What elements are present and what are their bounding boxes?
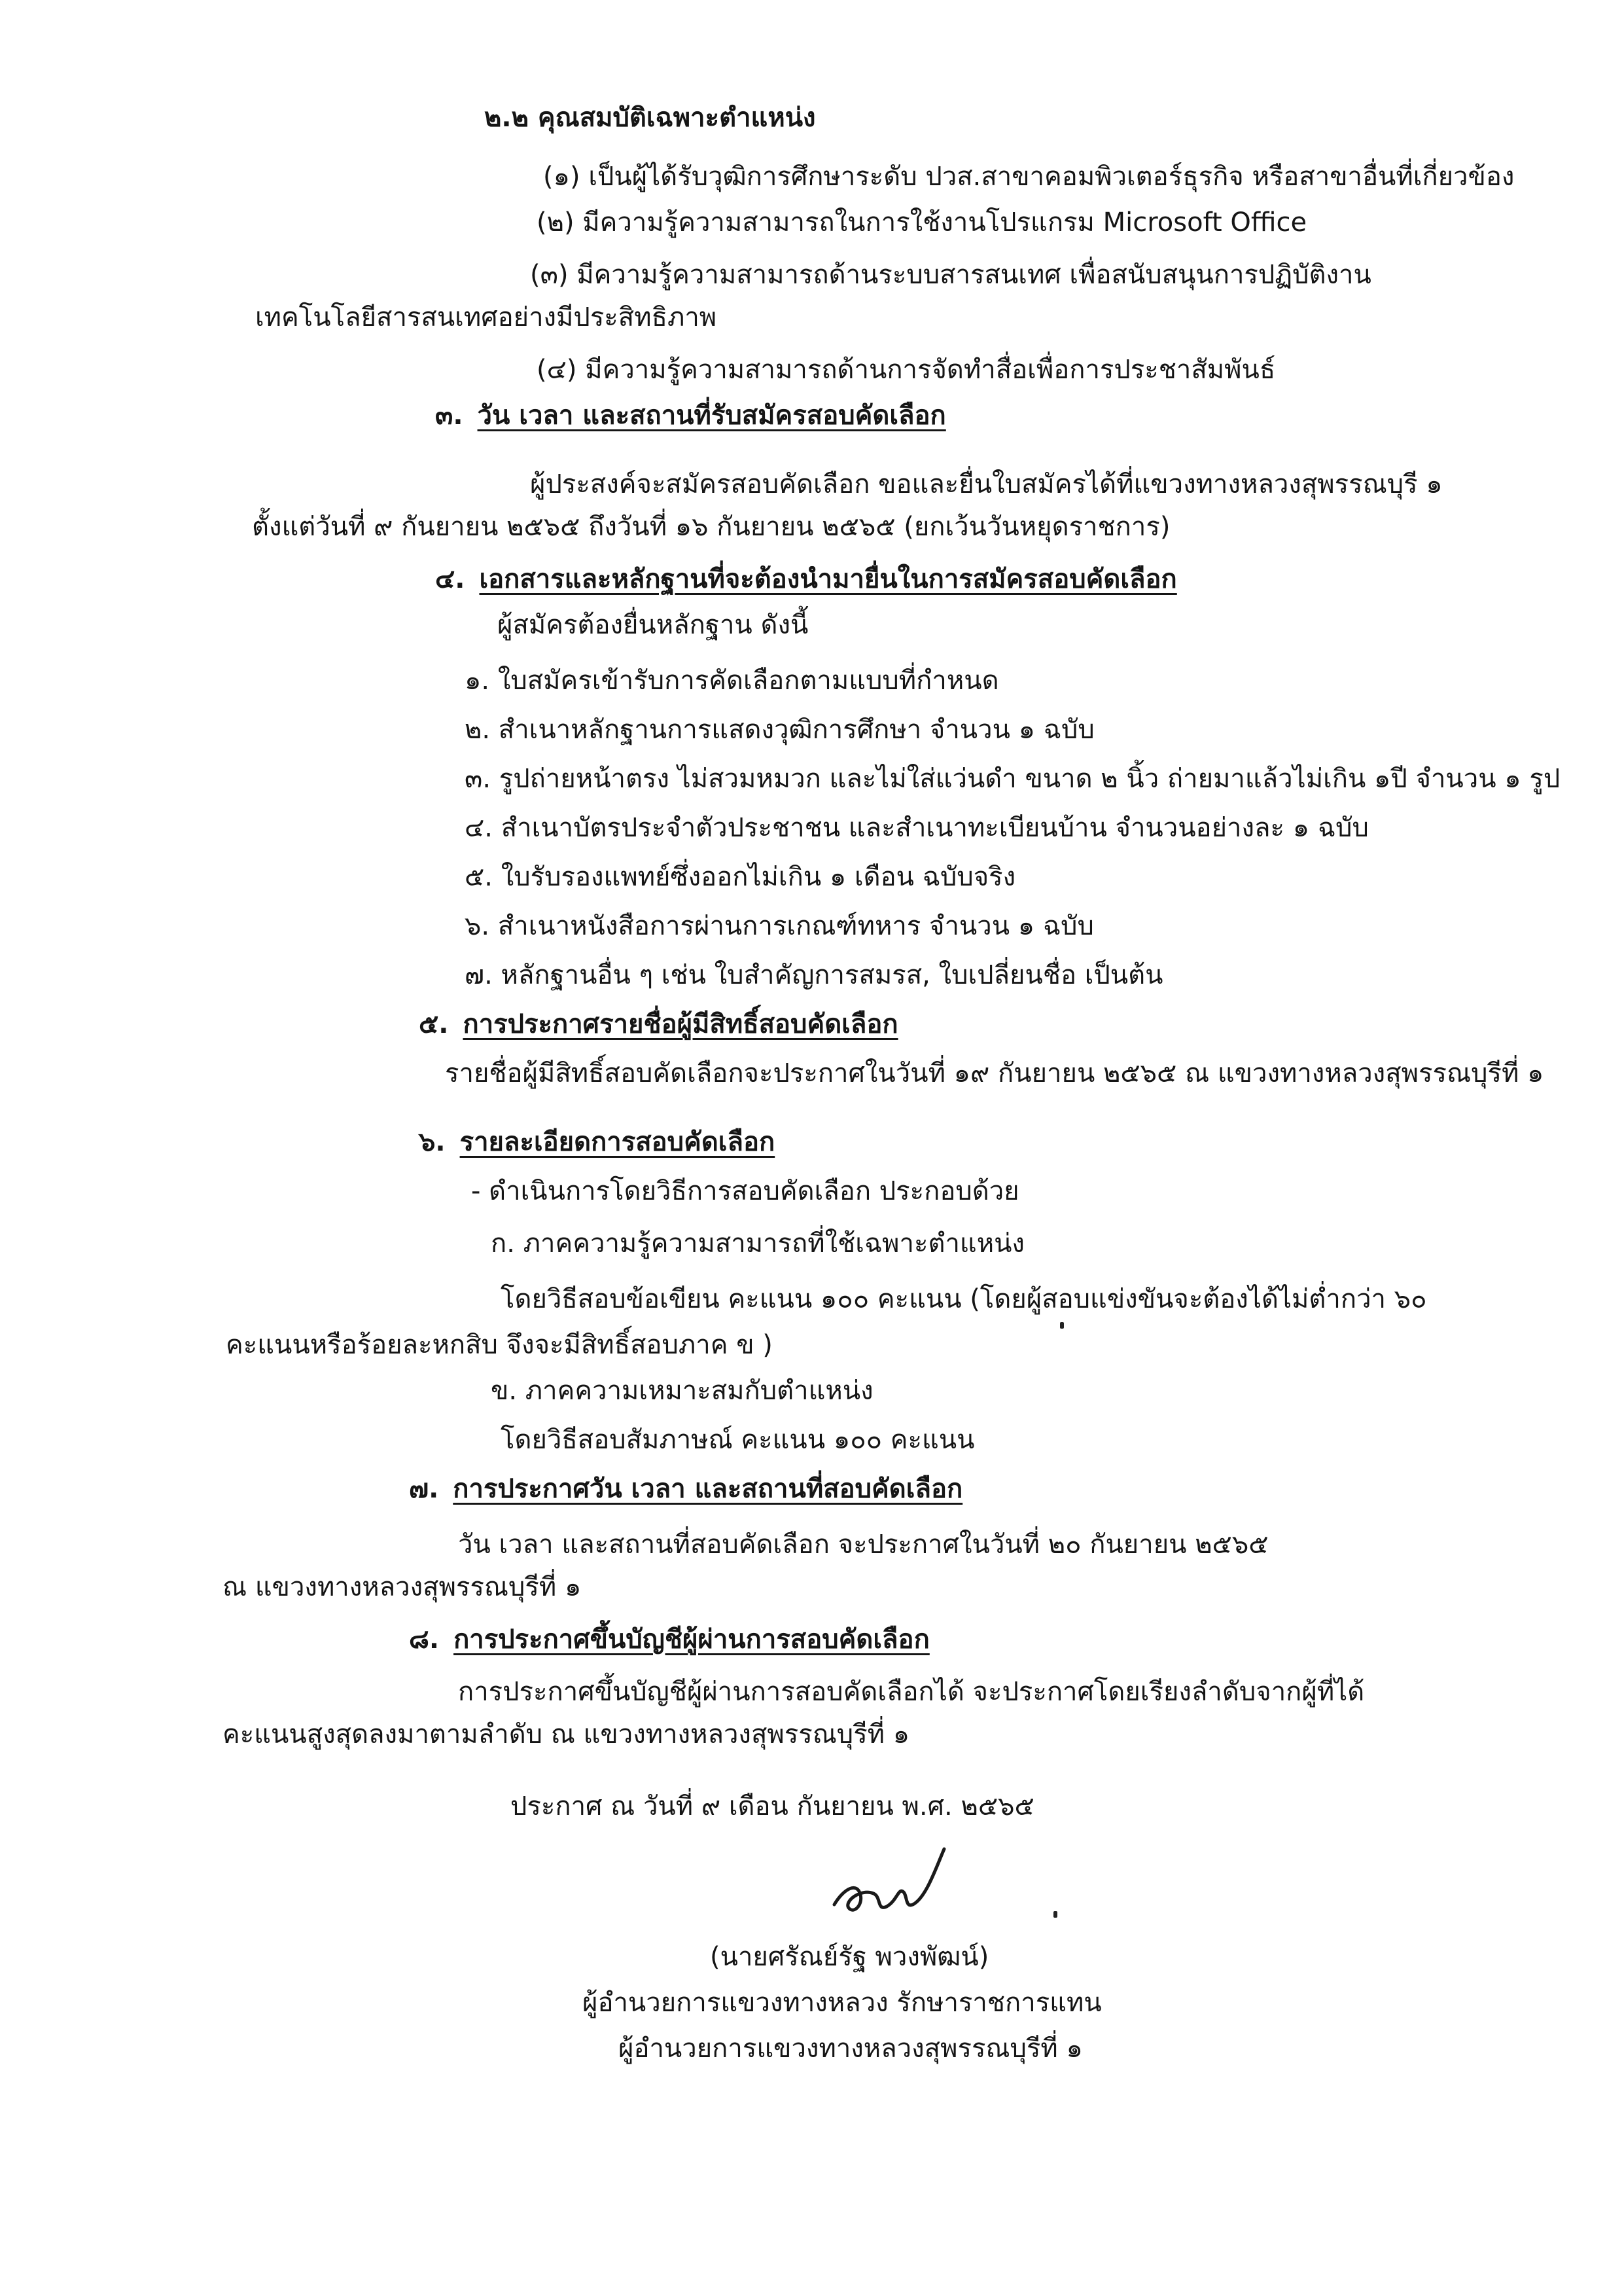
announcement-date: ประกาศ ณ วันที่ ๙ เดือน กันยายน พ.ศ. ๒๕๖๕	[510, 1791, 1034, 1821]
document-item-2: ๒. สำเนาหลักฐานการแสดงวุฒิการศึกษา จำนวน ๑ ฉบับ	[465, 715, 1095, 745]
signatory-title-2: ผู้อำนวยการแขวงทางหลวงสุพรรณบุรีที่ ๑	[618, 2034, 1083, 2064]
section-6-line-3: โดยวิธีสอบข้อเขียน คะแนน ๑๐๐ คะแนน (โดยผู้สอบแข่งขันจะต้องได้ไม่ต่ำกว่า ๖๐	[501, 1284, 1427, 1314]
ink-speck	[1053, 1911, 1057, 1918]
document-item-4: ๔. สำเนาบัตรประจำตัวประชาชน และสำเนาทะเบียนบ้าน จำนวนอย่างละ ๑ ฉบับ	[465, 813, 1369, 843]
section-3-title: วัน เวลา และสถานที่รับสมัครสอบคัดเลือก	[477, 401, 946, 431]
qualification-item-4: (๔) มีความรู้ความสามารถด้านการจัดทำสื่อเพื่อการประชาสัมพันธ์	[537, 355, 1276, 385]
signature-image	[821, 1842, 952, 1934]
section-4-number: ๔.	[435, 564, 465, 594]
section-7-line-2: ณ แขวงทางหลวงสุพรรณบุรีที่ ๑	[222, 1572, 582, 1602]
section-6-title: รายละเอียดการสอบคัดเลือก	[459, 1127, 775, 1157]
section-7-number: ๗.	[409, 1474, 439, 1504]
section-8-number: ๘.	[409, 1624, 440, 1655]
qualification-item-3: (๓) มีความรู้ความสามารถด้านระบบสารสนเทศ เพื่อสนับสนุนการปฏิบัติงาน	[530, 260, 1371, 290]
section-6-line-1: - ดำเนินการโดยวิธีการสอบคัดเลือก ประกอบด้วย	[471, 1176, 1019, 1206]
signatory-name: (นายศรัณย์รัฐ พวงพัฒน์)	[710, 1942, 989, 1972]
section-7-heading	[409, 1469, 962, 1509]
section-8-line-1: การประกาศขึ้นบัญชีผู้ผ่านการสอบคัดเลือกได้ จะประกาศโดยเรียงลำดับจากผู้ที่ได้	[458, 1677, 1365, 1707]
signatory-title-1: ผู้อำนวยการแขวงทางหลวง รักษาราชการแทน	[582, 1988, 1102, 2018]
qualification-item-2: (๒) มีความรู้ความสามารถในการใช้งานโปรแกรม Microsoft Office	[537, 207, 1307, 238]
section-7-line-1: วัน เวลา และสถานที่สอบคัดเลือก จะประกาศในวันที่ ๒๐ กันยายน ๒๕๖๕	[458, 1530, 1269, 1560]
section-3-heading	[435, 396, 946, 435]
section-3-number: ๓.	[435, 401, 463, 431]
document-item-5: ๕. ใบรับรองแพทย์ซึ่งออกไม่เกิน ๑ เดือน ฉบับจริง	[465, 862, 1016, 892]
section-4-heading	[435, 560, 1177, 599]
section-6-line-4: คะแนนหรือร้อยละหกสิบ จึงจะมีสิทธิ์สอบภาค ข )	[226, 1330, 773, 1360]
section-5-title: การประกาศรายชื่อผู้มีสิทธิ์สอบคัดเลือก	[463, 1009, 898, 1039]
document-item-7: ๗. หลักฐานอื่น ๆ เช่น ใบสำคัญการสมรส, ใบเปลี่ยนชื่อ เป็นต้น	[465, 960, 1163, 990]
section-3-line-1: ผู้ประสงค์จะสมัครสอบคัดเลือก ขอและยื่นใบสมัครได้ที่แขวงทางหลวงสุพรรณบุรี ๑	[530, 469, 1443, 499]
section-7-title: การประกาศวัน เวลา และสถานที่สอบคัดเลือก	[453, 1474, 963, 1504]
section-3-line-2: ตั้งแต่วันที่ ๙ กันยายน ๒๕๖๕ ถึงวันที่ ๑๖ กันยายน ๒๕๖๕ (ยกเว้นวันหยุดราชการ)	[252, 512, 1171, 542]
section-8-title: การประกาศขึ้นบัญชีผู้ผ่านการสอบคัดเลือก	[453, 1624, 930, 1655]
section-6-heading	[419, 1122, 775, 1162]
document-item-6: ๖. สำเนาหนังสือการผ่านการเกณฑ์ทหาร จำนวน ๑ ฉบับ	[465, 911, 1094, 941]
section-5-line: รายชื่อผู้มีสิทธิ์สอบคัดเลือกจะประกาศในวันที่ ๑๙ กันยายน ๒๕๖๕ ณ แขวงทางหลวงสุพรรณบุรีที่ ๑	[445, 1058, 1544, 1088]
section-6-line-2: ก. ภาคความรู้ความสามารถที่ใช้เฉพาะตำแหน่ง	[491, 1229, 1025, 1259]
section-6-line-6: โดยวิธีสอบสัมภาษณ์ คะแนน ๑๐๐ คะแนน	[501, 1425, 975, 1455]
document-item-1: ๑. ใบสมัครเข้ารับการคัดเลือกตามแบบที่กำหนด	[465, 666, 999, 696]
section-2-2-heading: ๒.๒ คุณสมบัติเฉพาะตำแหน่ง	[484, 103, 816, 133]
section-4-title: เอกสารและหลักฐานที่จะต้องนำมายื่นในการสมัครสอบคัดเลือก	[479, 564, 1177, 594]
section-4-intro: ผู้สมัครต้องยื่นหลักฐาน ดังนี้	[497, 610, 809, 640]
section-8-line-2: คะแนนสูงสุดลงมาตามลำดับ ณ แขวงทางหลวงสุพรรณบุรีที่ ๑	[222, 1719, 910, 1749]
qualification-item-3-cont: เทคโนโลยีสารสนเทศอย่างมีประสิทธิภาพ	[255, 302, 717, 332]
section-5-number: ๕.	[419, 1009, 449, 1039]
document-item-3: ๓. รูปถ่ายหน้าตรง ไม่สวมหมวก และไม่ใส่แว่นดำ ขนาด ๒ นิ้ว ถ่ายมาแล้วไม่เกิน ๑ปี จำนวน ๑ รูป	[465, 764, 1561, 794]
section-8-heading	[409, 1620, 930, 1659]
section-6-line-5: ข. ภาคความเหมาะสมกับตำแหน่ง	[491, 1376, 874, 1406]
qualification-item-1: (๑) เป็นผู้ได้รับวุฒิการศึกษาระดับ ปวส.สาขาคอมพิวเตอร์ธุรกิจ หรือสาขาอื่นที่เกี่ยวข้อง	[543, 162, 1515, 192]
section-5-heading	[419, 1005, 898, 1044]
ink-speck	[1060, 1322, 1064, 1329]
section-6-number: ๖.	[419, 1127, 446, 1157]
